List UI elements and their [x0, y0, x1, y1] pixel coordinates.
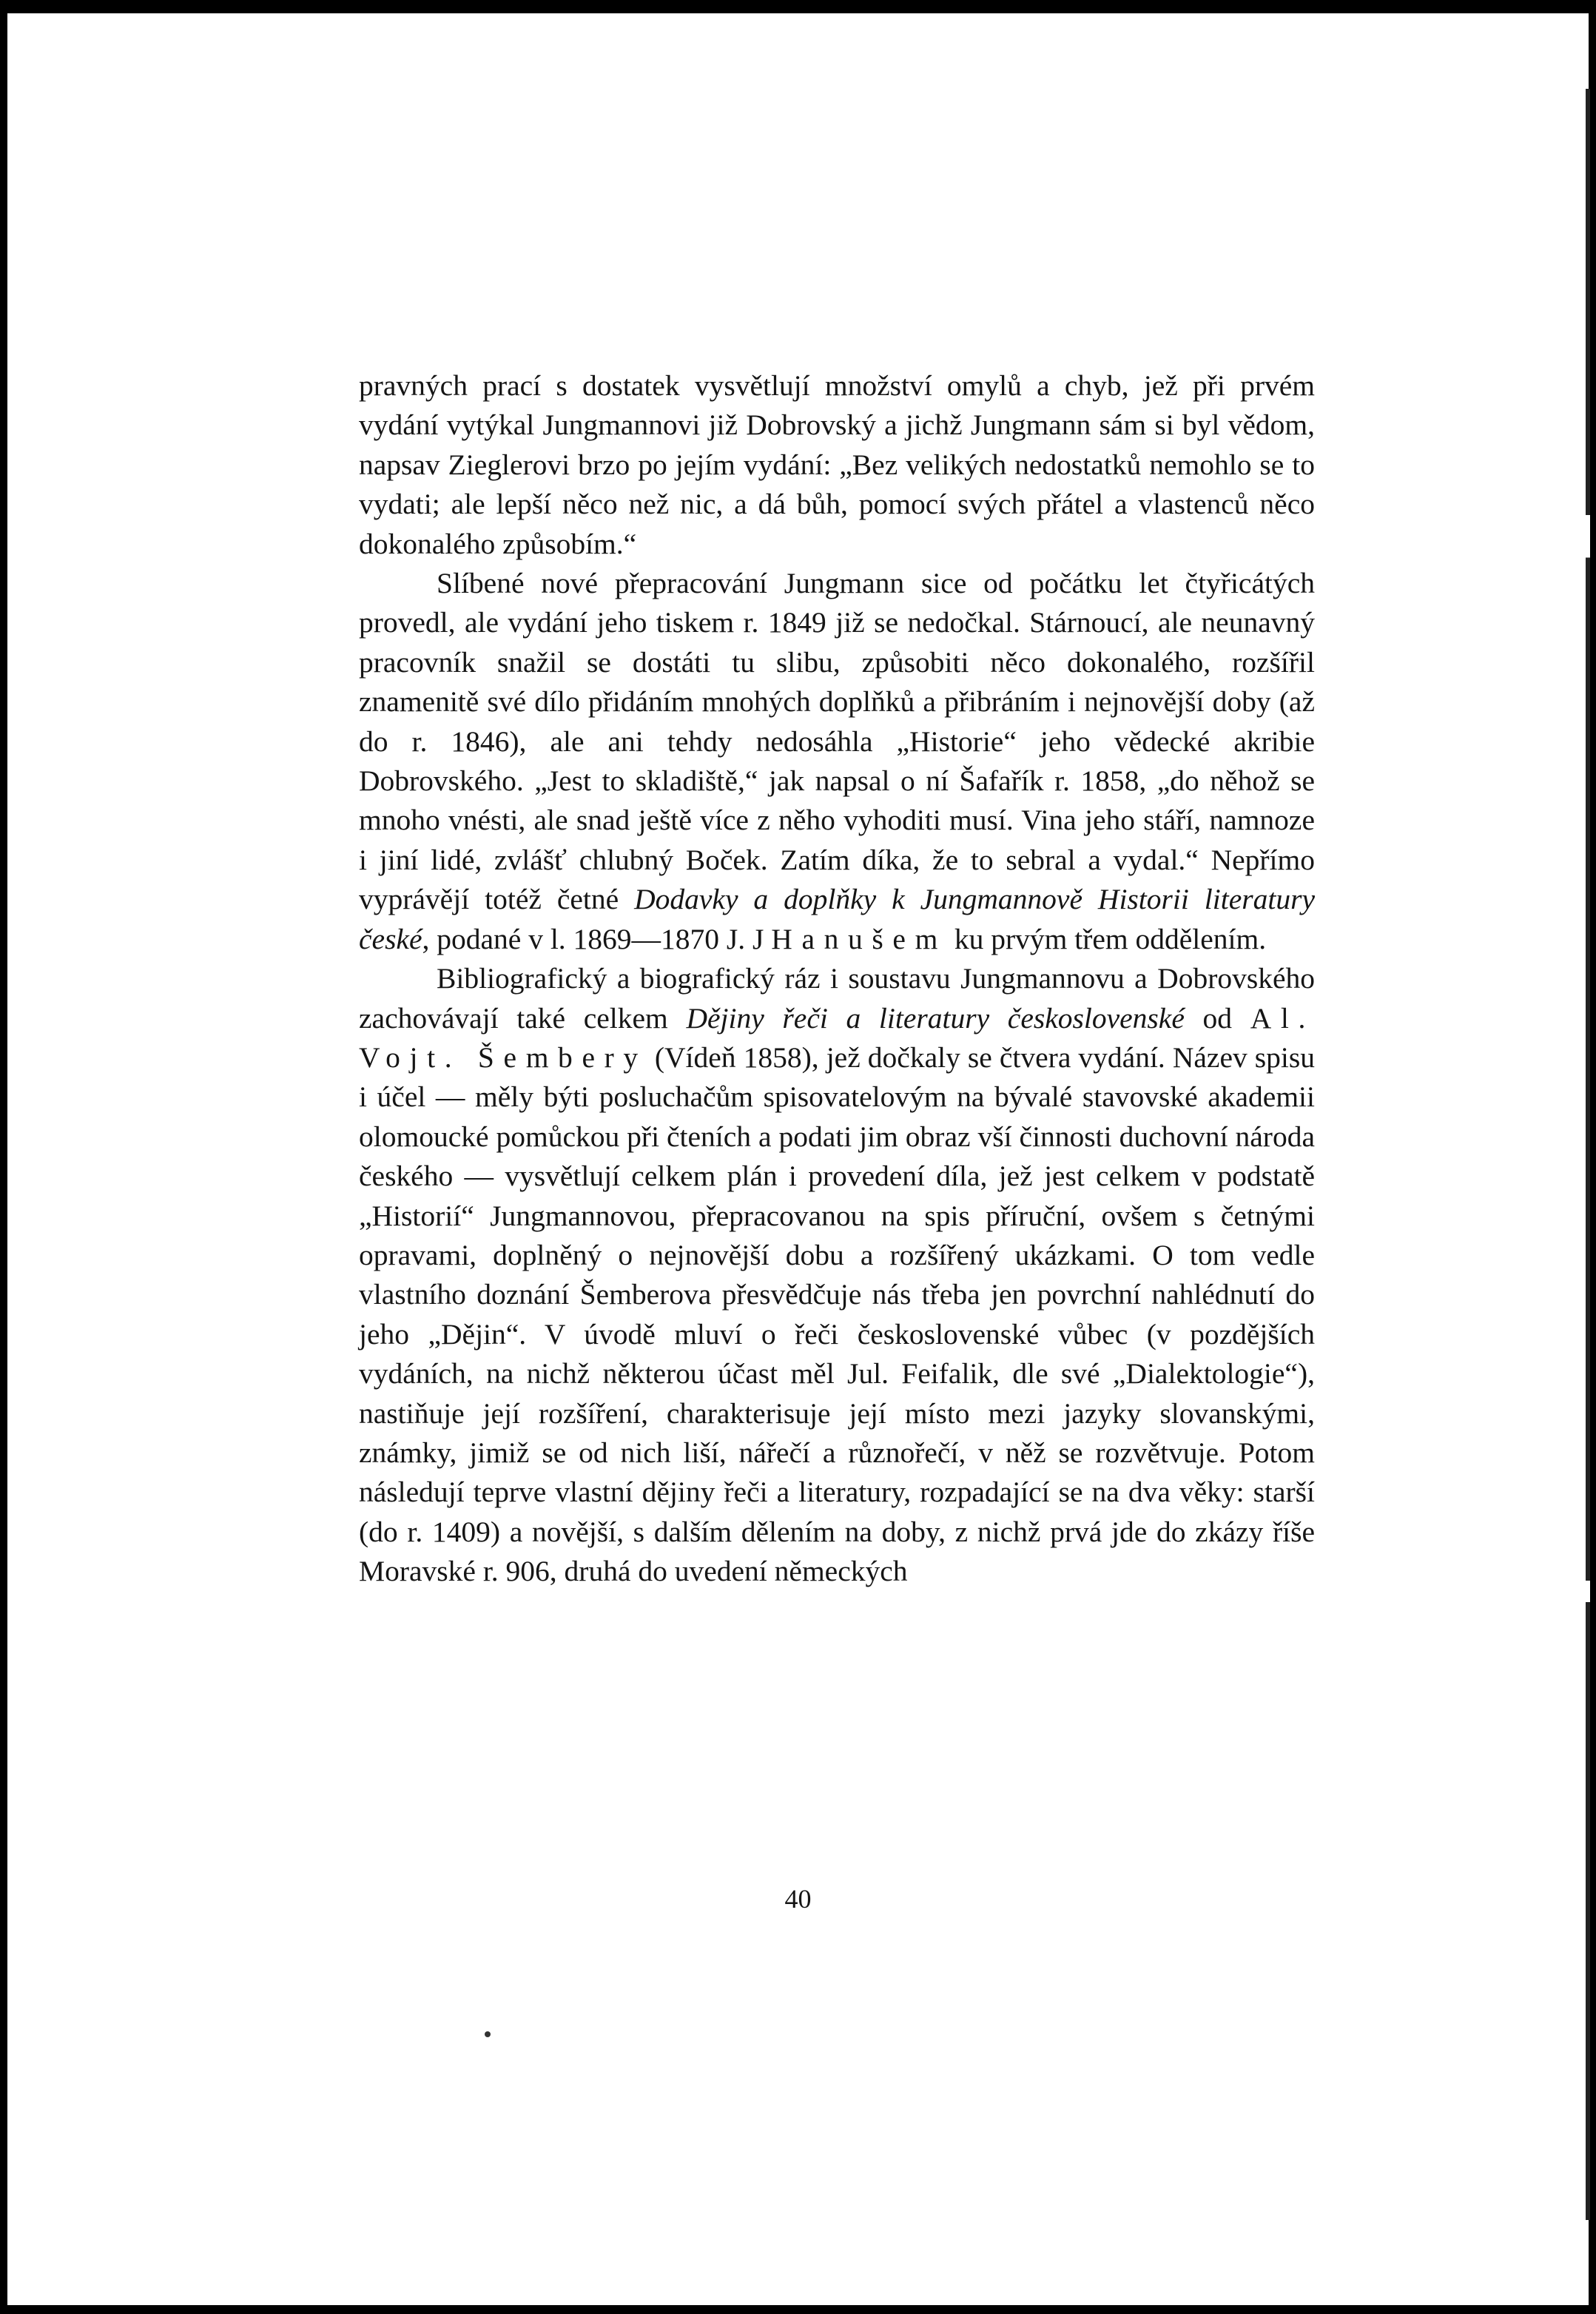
paragraph-2-text-c: ku prvým třem oddělením. [946, 922, 1267, 955]
paragraph-2 [359, 564, 1315, 959]
paragraph-2-text-a: Slíbené nové přepracování Jungmann sice od počátku let čtyřicátých provedl, ale vydání jeho tiskem r. 1849 již se nedočkal. Stárnoucí, ale neunavný pracovník snažil se dostáti tu slibu, způsobiti něco dokonalého, rozšířil znamenitě své dílo přidáním mnohých doplňků a přibráním i nejnovější doby (až do r. 1846), ale ani tehdy nedosáhla „Historie“ jeho vědecké akribie Dobrovského. „Jest to skladiště,“ jak napsal o ní Šafařík r. 1858, „do něhož se mnoho vnésti, ale snad ještě více z něho vyhoditi musí. Vina jeho stáří, namnoze i jiní lidé, zvlášť chlubný Boček. Zatím díka, že to sebral a vydal.“ Nepřímo vyprávějí totéž četné [359, 567, 1315, 916]
paragraph-1-text: pravných prací s dostatek vysvětlují množství omylů a chyb, jež při prvém vydání vytýkal Jungmannovi již Dobrovský a jichž Jungmann sám si byl vědom, napsav Zieglerovi brzo po jejím vydání: „Bez velikých nedostatků nemohlo se to vydati; ale lepší něco než nic, a dá bůh, pomocí svých přátel a vlastenců něco dokonalého způsobím.“ [359, 369, 1315, 560]
page-number: 40 [784, 1884, 812, 1914]
paragraph-1 [359, 366, 1315, 564]
paragraph-3-text-a: Bibliografický a biografický ráz i soustavu Jungmannovu a Dobrovského zachovávají také celkem [359, 962, 1315, 1035]
body-text [359, 366, 1315, 1592]
paragraph-3 [359, 959, 1315, 1592]
scan-speck [485, 2031, 491, 2037]
paragraph-2-text-b: , podané v l. 1869—1870 J. J [422, 922, 772, 955]
author-hanus: Hanušem [771, 922, 947, 955]
book-title-dejiny: Dějiny řeči a literatury československé [686, 1001, 1185, 1035]
book-title-dodavky: Dodavky a doplňky k Jungmannově Historii literatury české [359, 883, 1316, 955]
author-sembera: Al. Vojt. Šembery [359, 1001, 1315, 1074]
paragraph-3-text-b: od [1184, 1001, 1250, 1035]
paragraph-3-text-c: (Vídeň 1858), jež dočkaly se čtvera vydání. Název spisu i účel — měly býti posluchačům spisovatelovým na bývalé stavovské akademii olomoucké pomůckou při čteních a podati jim obraz vší činnosti duchovní národa českého — vysvětlují celkem plán i provedení díla, jež jest celkem v podstatě „Historií“ Jungmannovou, přepracovanou na spis příruční, ovšem s četnými opravami, doplněný o nejnovější dobu a rozšířený ukázkami. O tom vedle vlastního doznání Šemberova přesvědčuje nás třeba jen povrchní nahlédnutí do jeho „Dějin“. V úvodě mluví o řeči československé vůbec (v pozdějších vydáních, na nichž některou účast měl Jul. Feifalik, dle své „Dialektologie“), nastiňuje její rozšíření, charakterisuje její místo mezi jazyky slovanskými, známky, jimiž se od nich liší, nářečí a různořečí, v něž se rozvětvuje. Potom následují teprve vlastní dějiny řeči a literatury, rozpadající se na dva věky: starší (do r. 1409) a novější, s dalším dělením na doby, z nichž prvá jde do zkázy říše Moravské r. 906, druhá do uvedení německých [359, 1040, 1316, 1588]
